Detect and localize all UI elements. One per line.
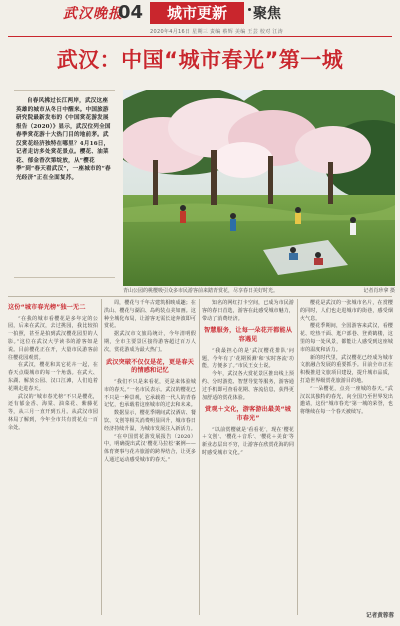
paragraph: 新的时代里，武汉樱花已经成为城市文旅融合发展的重要抓手。目前全市正在积极推进文旅项目建设，提升城市品质，打造世界级赏花旅游目的地。 [300, 354, 393, 384]
paragraph: 今年，武汉各大赏花景区推出线上预约、分时游览、智慧导览等服务，游客通过手机即可查看花期、客流信息，获得更加舒适的赏花体验。 [202, 371, 294, 401]
subhead-1: 这份“城市春光榜”独一无二 [8, 304, 86, 311]
column-divider [199, 299, 200, 615]
photo-credit: 记者肖珍拿 摄 [363, 288, 395, 294]
column-divider [297, 299, 298, 615]
subhead-4: 赏观＋文化，游客游出最美“城市春光” [205, 406, 291, 422]
masthead [0, 0, 400, 35]
paragraph: 数据显示，樱花季期间武汉酒店、餐饮、文创等相关消费明显回升，城市春日经济持续升温，为城市发展注入新活力。 [104, 410, 196, 432]
column-4 [300, 300, 393, 417]
section-title: 城市更新 [150, 2, 244, 24]
dateline: 2020年4月16日 星期三 责编 蔡辉 美编 王芸 校对 江涛 [150, 29, 283, 35]
paragraph: 樱花季期间，全国游客来武汉，看樱花、吃热干面、逛户部巷、登黄鹤楼，这里的每一处风景，都能让人感受到这座城市的温度和活力。 [300, 323, 393, 353]
paragraph: “我最担心的是‘武汉樱花排队’问题，今年有了‘花期预测’和‘实时客流’功能，方便多了。”市民王女士说。 [202, 347, 294, 370]
headline: 武汉：中国“城市春光”第一城 [56, 48, 344, 72]
paragraph: “在我的城市看樱花是多年定的公园，后来在武汉，去过挑园，我比较拍一拍照，甚至是拍到武汉樱花园里的人影。”这位在武汉大学读书的游客如是说。目前樱花正在开，大量市民游客前往樱花园观赏。 [8, 315, 98, 361]
column-1 [8, 300, 98, 433]
paragraph: 据武汉市文旅局统计，今年清明假期，全市主要景区接待游客超过百万人次，赏花游成为最大热门。 [104, 331, 196, 353]
newspaper-logo: 武汉晚报 [63, 6, 123, 22]
paragraph: “以前赏樱就是‘看看花’，现在‘樱花＋文创’、‘樱花＋音乐’、‘樱花＋美食’等新业态层出不穷，让游客在欣赏花海的同时感受城市文化。” [202, 426, 294, 457]
section-subtitle: 聚焦 [253, 6, 281, 22]
paragraph: 周，樱花与千年古建筑相映成趣；在洪山、樱花与湖泊、岛屿装点美如画。这种全城化布局，让游客无需长途奔波即可赏花。 [104, 300, 196, 330]
column-2 [104, 300, 196, 465]
news-photo [123, 90, 395, 286]
paragraph: 知名的网红打卡空间，已成为市民游客的春日首选，游客在此感受城市魅力，带动了消费经济。 [202, 300, 294, 322]
lead-text: 自春风拂过长江两岸，武汉这座英雄的城市从冬日中醒来。中国旅游研究院最新发布的《中国赏花游发展报告（2020）》显示，武汉位列全国春季赏花游十大热门目的地前茅。武汉赏花经济独特在哪里？4月16日，记者走访多处赏花景点。樱花、油菜花、郁金香次第绽放，从“樱花季”到“春天看武汉”，一座城市的“春光经济”正在全面复苏。 [16, 98, 111, 181]
paragraph: 樱花是武汉的一张城市名片，在赏樱的同时，人们也走进城市的街巷，感受烟火气息。 [300, 300, 393, 322]
subhead-3: 智慧服务，让每一朵花开都能从容遇见 [203, 327, 293, 344]
paragraph: 在武汉，樱花和其它花卉一起，在春天点缀城市的每一个角落。在武大、东湖、解放公园、汉口江滩，人们追着花期走进春天。 [8, 362, 98, 392]
column-3 [202, 300, 294, 458]
lead-box [14, 90, 115, 278]
paragraph: “在中国赏花游发展报告（2020）中，明确提出武汉‘樱花马拉松’案例——体育赛事与花卉旅游的跨界结合，让更多人通过运动感受城市的春天。” [104, 433, 196, 463]
photo-caption: 青山公园的桃樱吸引众多市民游客前来踏青赏花，尽享春日美好时光。 [123, 288, 279, 294]
paragraph: “一朵樱花，点亮一座城的春天。”武汉以其独特的春光，向全国乃至世界发出邀请，这份“城市春光”第一城的荣誉，也将继续在每一个春天被续写。 [300, 385, 393, 416]
subhead-2: 武汉突破不仅仅是花，更是春天的情感和记忆 [105, 358, 195, 375]
section-rule [8, 296, 392, 297]
paragraph: 武汉的“城市春光榜”不只是樱花，还有郁金香、海棠、油菜花、紫藤花等，从三月一直开到五月。从武汉市园林局了解到，今年全市共有赏花点一百余处。 [8, 393, 98, 431]
park-photo-illustration [123, 90, 395, 286]
page-number: 04 [118, 2, 144, 23]
masthead-rule [8, 36, 392, 37]
column-divider [101, 299, 102, 615]
byline: 记者黄蓉蓉 [366, 613, 394, 619]
paragraph: “我们不只是来看花，更是来体验城市的春天。”一名市民表示。武汉的樱花已不只是一种景观，它承载着一代人的青春记忆，也承载着这座城市的过去和未来。 [104, 378, 196, 409]
section-dot-icon [248, 8, 251, 11]
